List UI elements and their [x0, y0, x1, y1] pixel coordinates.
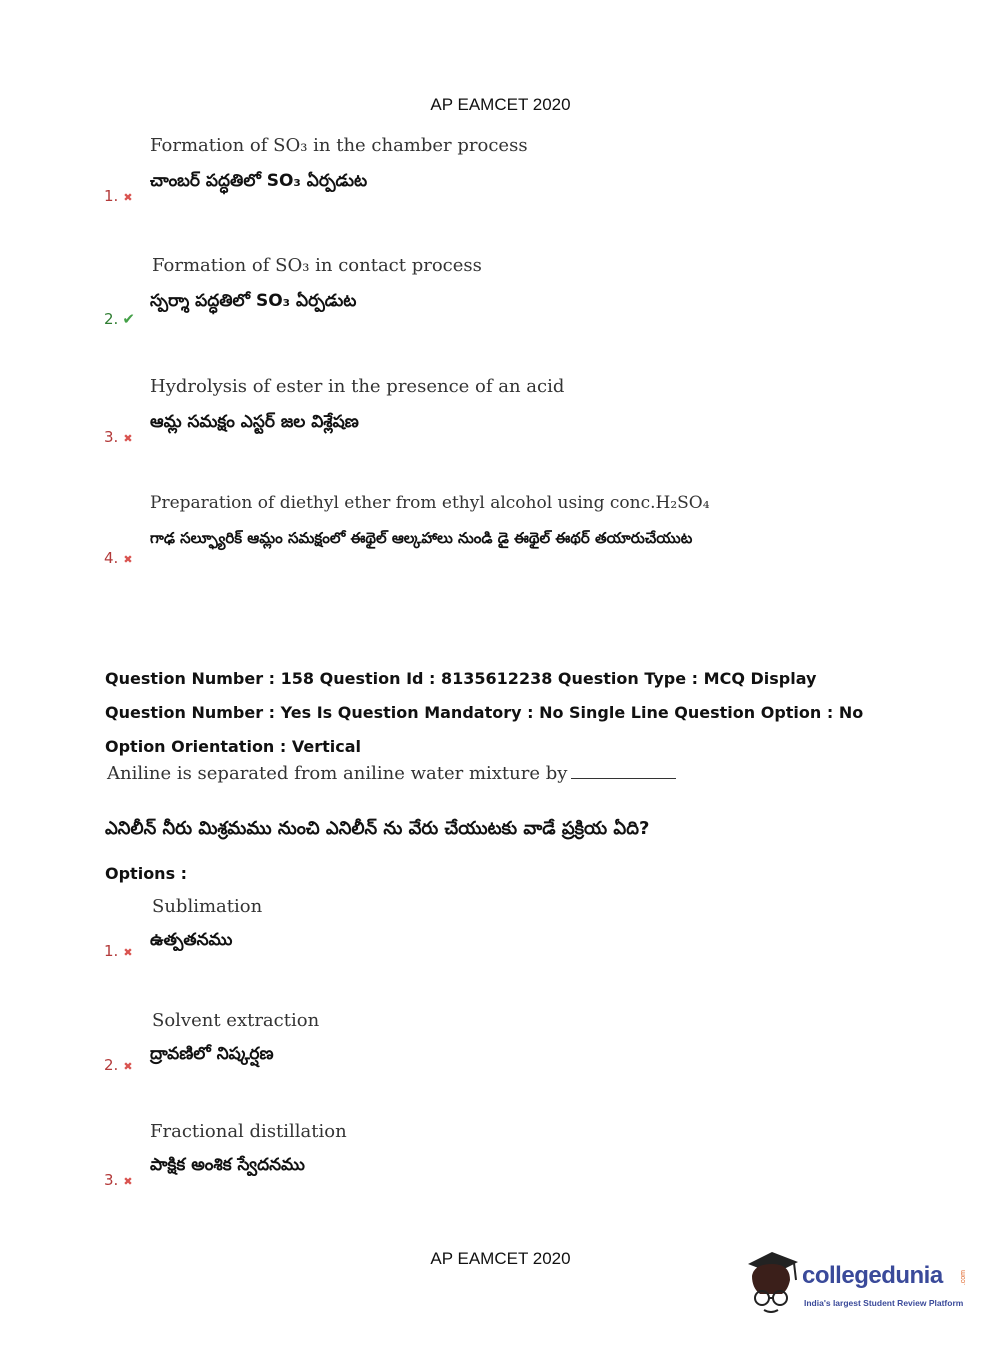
correct-check-icon: ✔	[122, 310, 135, 328]
prev-option-1-telugu: చాంబర్ పద్ధతిలో SO₃ ఏర్పడుట	[150, 171, 368, 191]
prev-option-3-telugu: ఆమ్ల సమక్షం ఎస్టర్ జల విశ్లేషణ	[150, 412, 359, 432]
wrong-mark-icon: ✖	[123, 553, 133, 566]
option-2-telugu: ద్రావణిలో నిష్కర్షణ	[150, 1044, 274, 1064]
wrong-mark-icon: ✖	[123, 1175, 133, 1188]
answer-blank	[571, 778, 676, 779]
question-metadata: Question Number : 158 Question Id : 8135612238 Question Type : MCQ Display Question Number : Yes Is Question Mandatory : No Single Line Question Option : No Option Orientation : Vertical	[105, 669, 864, 756]
prev-option-4-number: 4. ✖	[104, 549, 133, 567]
wrong-mark-icon: ✖	[123, 191, 133, 204]
page-footer: AP EAMCET 2020	[430, 1249, 571, 1268]
option-2-english: Solvent extraction	[152, 1010, 320, 1031]
prev-option-2-english: Formation of SO₃ in contact process	[152, 255, 482, 276]
logo-tagline: India's largest Student Review Platform	[804, 1298, 964, 1308]
prev-option-1-number: 1. ✖	[104, 187, 133, 205]
prev-option-2-number: 2. ✔	[104, 310, 135, 328]
option-3-telugu: పాక్షిక అంశిక స్వేదనము	[150, 1155, 305, 1175]
prev-option-3-english: Hydrolysis of ester in the presence of an acid	[150, 376, 565, 397]
logo-wordmark: collegedunia	[802, 1262, 943, 1289]
option-3-english: Fractional distillation	[150, 1121, 347, 1142]
mascot-icon	[742, 1250, 802, 1320]
option-2	[104, 1010, 964, 1080]
wrong-mark-icon: ✖	[123, 1060, 133, 1073]
option-1-number: 1. ✖	[104, 942, 133, 960]
option-1-english: Sublimation	[152, 896, 263, 917]
wrong-mark-icon: ✖	[123, 946, 133, 959]
wrong-mark-icon: ✖	[123, 432, 133, 445]
prev-option-2	[104, 255, 964, 335]
options-label: Options :	[105, 864, 188, 883]
prev-option-4	[104, 493, 964, 573]
prev-option-4-telugu: గాఢ సల్ఫ్యూరిక్ ఆమ్లం సమక్షంలో ఈథైల్ ఆల్కహాలు నుండి డై ఈథైల్ ఈథర్ తయారుచేయుట	[150, 529, 693, 547]
option-1	[104, 896, 964, 966]
prev-option-1	[104, 135, 964, 215]
collegedunia-logo[interactable]	[742, 1250, 972, 1320]
prev-option-3-number: 3. ✖	[104, 428, 133, 446]
option-3-number: 3. ✖	[104, 1171, 133, 1189]
page-header: AP EAMCET 2020	[430, 95, 571, 114]
prev-option-4-english: Preparation of diethyl ether from ethyl alcohol using conc.H₂SO₄	[150, 493, 710, 513]
option-1-telugu: ఉత్పతనము	[150, 930, 233, 950]
prev-option-1-english: Formation of SO₃ in the chamber process	[150, 135, 528, 156]
prev-option-2-telugu: స్పర్శా పద్ధతిలో SO₃ ఏర్పడుట	[150, 291, 357, 311]
question-text-english: Aniline is separated from aniline water mixture by	[107, 763, 676, 784]
logo-dotcom: .com	[960, 1270, 967, 1286]
question-text-telugu: ఎనిలీన్ నీరు మిశ్రమము నుంచి ఎనిలీన్ ను వేరు చేయుటకు వాడే ప్రక్రియ ఏది?	[105, 818, 650, 839]
prev-option-3	[104, 376, 964, 456]
option-2-number: 2. ✖	[104, 1056, 133, 1074]
option-3	[104, 1121, 964, 1191]
